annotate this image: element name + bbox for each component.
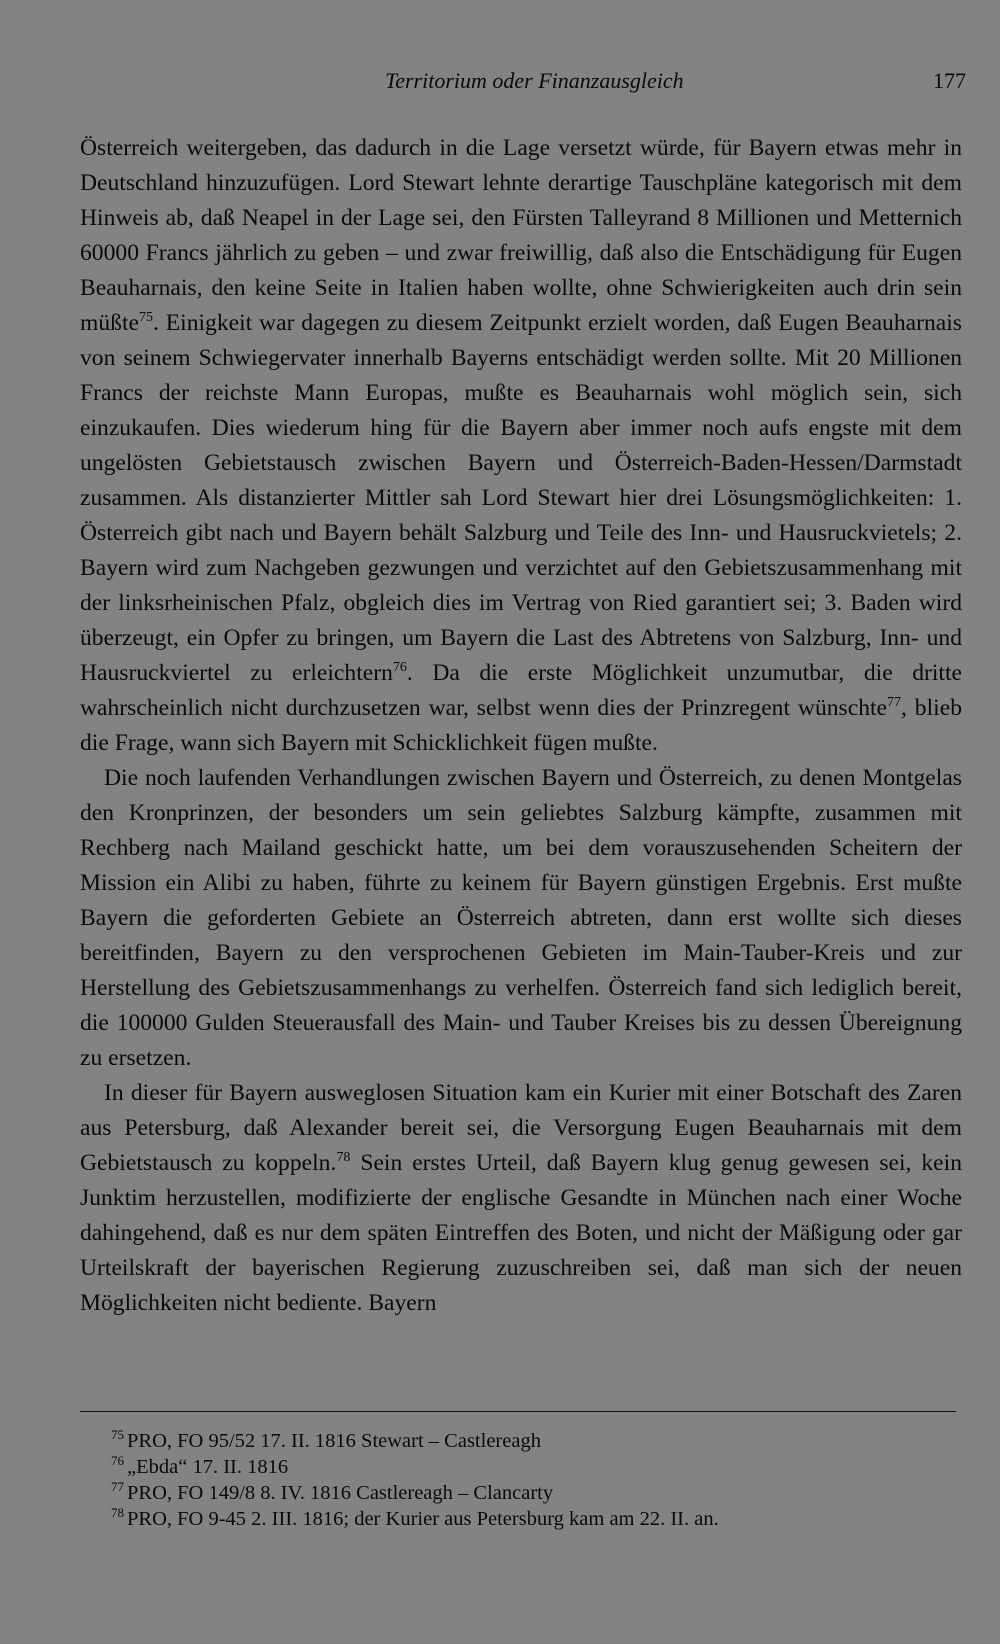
text-segment: . Einigkeit war dagegen zu diesem Zeitpunkt erzielt worden, daß Eugen Beauharnais von seinem Schwiegervater innerhalb Bayerns entschädigt werden sollte. Mit 20 Millionen Francs der reichste Mann Europas, mußte es Beauharnais wohl möglich sein, sich einzukaufen. Dies wiederum hing für die Bayern aber immer noch aufs engste mit dem ungelösten Gebietstausch zwischen Bayern und Österreich-Baden-Hessen/Darmstadt zusammen. Als distanzierter Mittler sah Lord Stewart hier drei Lösungsmöglichkeiten: 1. Österreich gibt nach und Bayern behält Salzburg und Teile des Inn- und Hausruckvietels; 2. Bayern wird zum Nachgeben gezwungen und verzichtet auf den Gebietszusammenhang mit der linksrheinischen Pfalz, obgleich dies im Vertrag von Ried garantiert sei; 3. Baden wird überzeugt, ein Opfer zu bringen, um Bayern die Last des Abtretens von Salzburg, Inn- und Hausruckviertel zu erleichtern	[80, 310, 962, 686]
footnote-separator	[80, 1411, 956, 1412]
text-segment: In dieser für Bayern ausweglosen Situation kam ein Kurier mit einer Botschaft des Zaren aus Petersburg, daß Alexander bereit sei, die Versorgung Eugen Beauharnais mit dem Gebietstausch zu koppeln.	[80, 1080, 962, 1176]
text-segment: Österreich weitergeben, das dadurch in die Lage versetzt würde, für Bayern etwas mehr in Deutschland hinzuzufügen. Lord Stewart lehnte derartige Tauschpläne kategorisch mit dem Hinweis ab, daß Neapel in der Lage sei, den Fürsten Talleyrand 8 Millionen und Metternich 60000 Francs jährlich zu geben – und zwar freiwillig, daß also die Entschädigung für Eugen Beauharnais, den keine Seite in Italien haben wollte, ohne Schwierigkeiten auch drin sein müßte	[80, 135, 962, 336]
footnote-number: 77	[111, 1479, 124, 1494]
footnote-number: 75	[111, 1427, 124, 1442]
footnote-ref-76: 76	[392, 660, 407, 675]
page-number: 177	[933, 68, 966, 93]
paragraph-2: Die noch laufenden Verhandlungen zwischen Bayern und Österreich, zu denen Montgelas den Kronprinzen, der besonders um sein geliebtes Salzburg kämpfte, zusammen mit Rechberg nach Mailand geschickt hatte, um bei dem vorauszusehenden Scheitern der Mission ein Alibi zu haben, führte zu keinem für Bayern günstigen Ergebnis. Erst mußte Bayern die geforderten Gebiete an Österreich abtreten, dann erst wollte sich dieses bereitfinden, Bayern zu den versprochenen Gebieten im Main-Tauber-Kreis und zur Herstellung des Gebietszusammenhangs zu verhelfen. Österreich fand sich lediglich bereit, die 100000 Gulden Steuerausfall des Main- und Tauber Kreises bis zu dessen Übereignung zu ersetzen.	[80, 765, 962, 1071]
footnote-ref-78: 78	[336, 1150, 351, 1165]
footnote-number: 76	[111, 1453, 124, 1468]
running-title: Territorium oder Finanzausgleich	[385, 68, 684, 93]
footnote-text: PRO, FO 9-45 2. III. 1816; der Kurier aus Petersburg kam am 22. II. an.	[127, 1508, 719, 1530]
footnote-78	[111, 1506, 951, 1532]
footnote-text: PRO, FO 149/8 8. IV. 1816 Castlereagh – Clancarty	[127, 1482, 554, 1504]
text-segment: . Da die erste Möglichkeit unzumutbar, die dritte wahrscheinlich nicht durchzusetzen war, selbst wenn dies der Prinzregent wünschte	[80, 660, 963, 721]
footnotes	[111, 1428, 951, 1532]
footnote-ref-77: 77	[887, 695, 902, 710]
footnote-77	[111, 1480, 951, 1506]
footnote-number: 78	[111, 1505, 124, 1520]
footnote-ref-75: 75	[138, 310, 153, 325]
text-segment: , blieb die Frage, wann sich Bayern mit Schicklichkeit fügen mußte.	[80, 695, 962, 756]
running-header	[0, 64, 1000, 98]
paragraph-1	[80, 131, 962, 761]
footnote-text: PRO, FO 95/52 17. II. 1816 Stewart – Castlereagh	[127, 1430, 541, 1452]
footnote-75	[111, 1428, 951, 1454]
paragraph-3	[80, 1076, 962, 1321]
body-text	[80, 131, 962, 1321]
text-segment: Sein erstes Urteil, daß Bayern klug genug gewesen sei, kein Junktim herzustellen, modifizierte der englische Gesandte in München nach einer Woche dahingehend, daß es nur dem späten Eintreffen des Boten, und nicht der Mäßigung oder gar Urteilskraft der bayerischen Regierung zuzuschreiben sei, daß man sich der neuen Möglichkeiten nicht bediente. Bayern	[80, 1150, 963, 1316]
footnote-76	[111, 1454, 951, 1480]
footnote-text: „Ebda“ 17. II. 1816	[127, 1456, 289, 1478]
